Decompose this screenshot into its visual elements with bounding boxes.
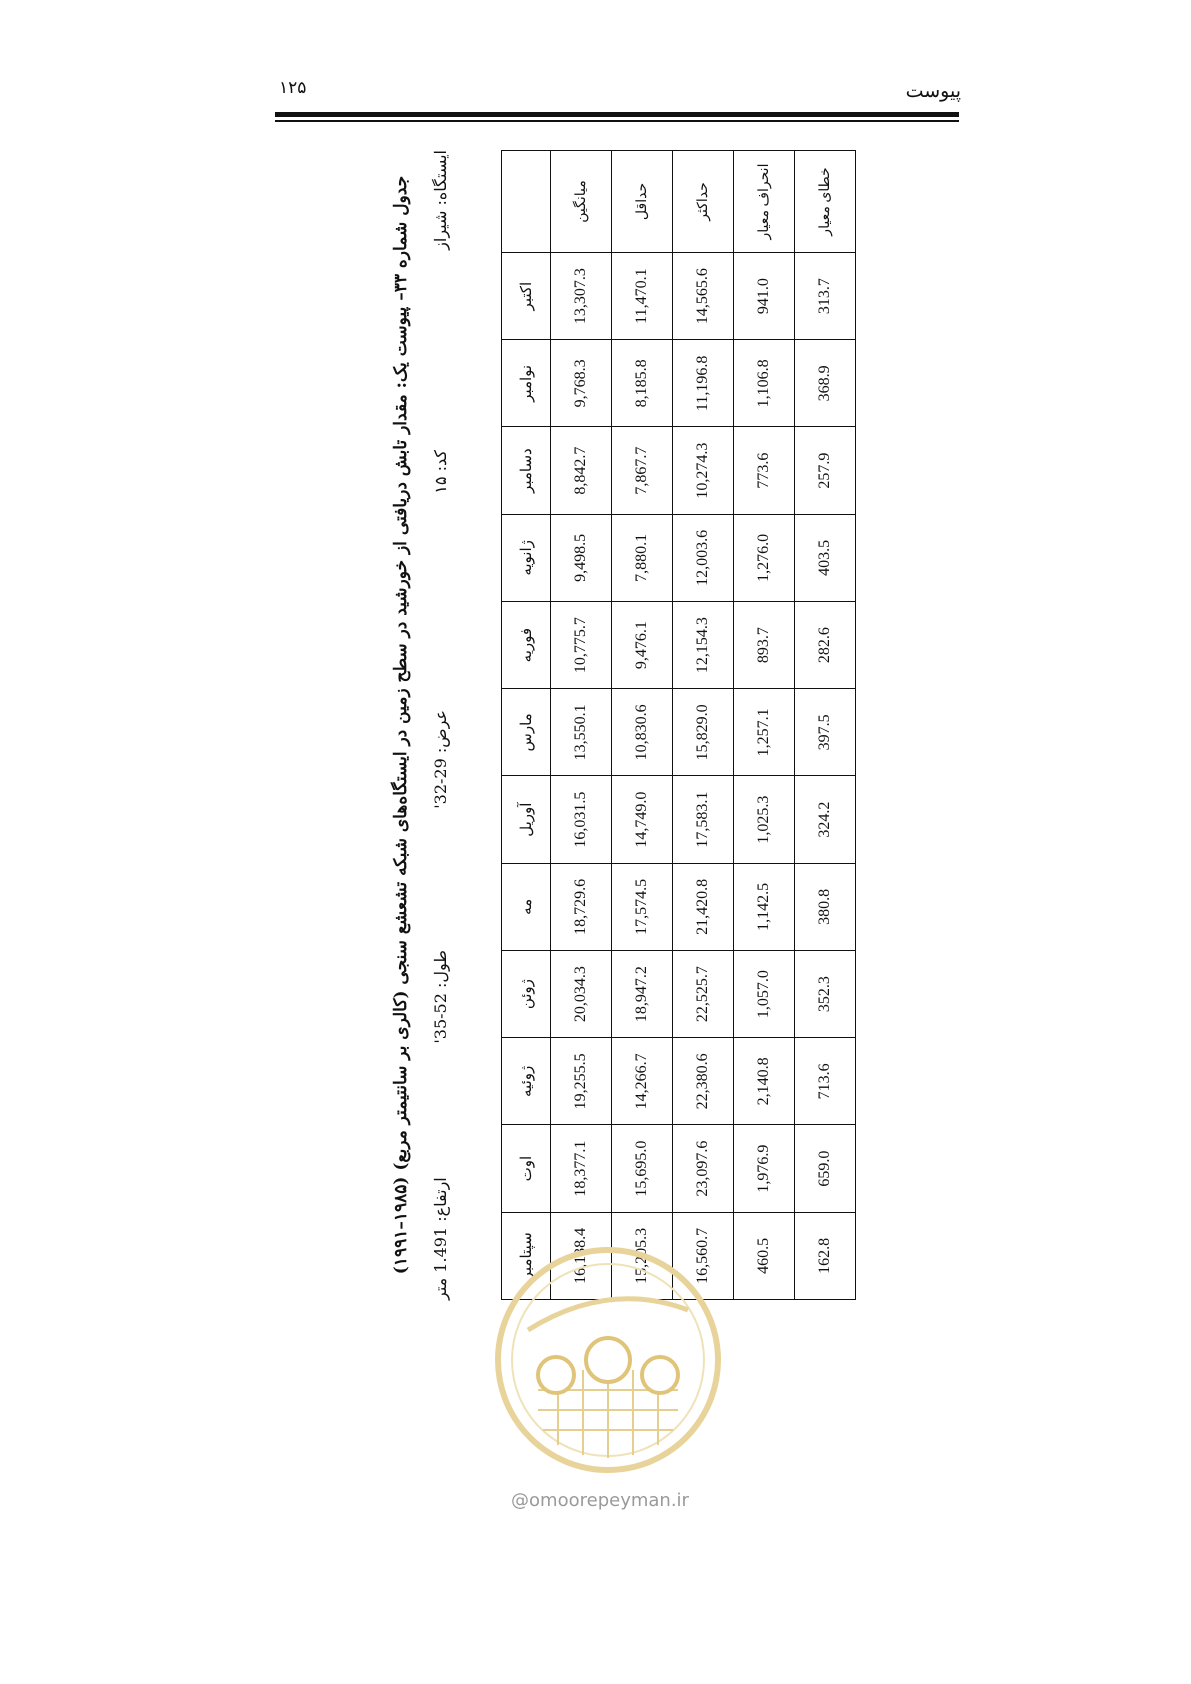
month-header: اکتبر (502, 253, 551, 340)
value-cell (551, 689, 612, 776)
month-header: سپتامبر (502, 1212, 551, 1299)
value-cell (734, 514, 795, 601)
row-label: حداقل (612, 151, 673, 253)
month-header: مه (502, 863, 551, 950)
value-cell (551, 863, 612, 950)
value-cell (612, 1125, 673, 1212)
station-name: ایستگاه: شیراز (431, 150, 450, 250)
value-text: 1,142.5 (755, 882, 772, 931)
value-cell (734, 253, 795, 340)
value-text: 162.8 (816, 1237, 833, 1274)
value-cell (795, 951, 856, 1038)
value-cell (795, 1038, 856, 1125)
month-header: فوریه (502, 602, 551, 689)
value-text: 324.2 (816, 801, 833, 838)
value-cell (734, 1212, 795, 1299)
value-cell (734, 427, 795, 514)
header-rule-thin (275, 120, 959, 122)
value-cell (734, 1125, 795, 1212)
value-cell (551, 340, 612, 427)
value-cell (551, 951, 612, 1038)
value-text: 1,106.8 (755, 359, 772, 408)
value-text: 12,003.6 (694, 529, 711, 586)
value-cell (612, 602, 673, 689)
month-header: آوریل (502, 776, 551, 863)
value-text: 15,695.0 (633, 1140, 650, 1197)
month-header: نوامبر (502, 340, 551, 427)
value-text: 313.7 (816, 278, 833, 315)
row-label: حداکثر (673, 151, 734, 253)
value-text: 8,842.7 (572, 446, 589, 495)
month-header: دسامبر (502, 427, 551, 514)
value-text: 1,025.3 (755, 795, 772, 844)
value-text: 10,775.7 (572, 617, 589, 674)
value-text: 659.0 (816, 1150, 833, 1187)
value-cell (612, 1038, 673, 1125)
station-longitude: طول: 52-35' (431, 950, 450, 1044)
value-cell (795, 427, 856, 514)
watermark-logo (488, 1240, 728, 1480)
value-text: 9,498.5 (572, 533, 589, 582)
value-text: 18,947.2 (633, 966, 650, 1023)
value-cell (673, 340, 734, 427)
table-row (795, 151, 856, 1300)
value-cell (551, 253, 612, 340)
table-row (673, 151, 734, 1300)
value-text: 9,476.1 (633, 621, 650, 670)
value-cell (612, 951, 673, 1038)
month-header: ژانویه (502, 514, 551, 601)
value-text: 10,830.6 (633, 704, 650, 761)
value-cell (795, 863, 856, 950)
value-text: 22,525.7 (694, 966, 711, 1023)
value-text: 9,768.3 (572, 359, 589, 408)
station-info (431, 150, 459, 1300)
value-text: 2,140.8 (755, 1057, 772, 1106)
value-cell (795, 1212, 856, 1299)
value-cell (612, 863, 673, 950)
value-text: 18,729.6 (572, 878, 589, 935)
value-text: 352.3 (816, 976, 833, 1013)
value-cell (551, 776, 612, 863)
value-text: 460.5 (755, 1237, 772, 1274)
value-cell (673, 1125, 734, 1212)
value-cell (612, 514, 673, 601)
value-text: 12,154.3 (694, 617, 711, 674)
value-cell (734, 602, 795, 689)
value-text: 11,470.1 (633, 268, 650, 324)
value-cell (795, 776, 856, 863)
value-text: 17,574.5 (633, 878, 650, 935)
watermark-url: @omoorepeyman.ir (511, 1490, 689, 1511)
value-text: 403.5 (816, 539, 833, 576)
value-text: 1,257.1 (755, 708, 772, 757)
row-label: انحراف معیار (734, 151, 795, 253)
value-text: 282.6 (816, 627, 833, 664)
value-text: 1,976.9 (755, 1144, 772, 1193)
value-cell (795, 340, 856, 427)
value-text: 713.6 (816, 1063, 833, 1100)
value-text: 16,031.5 (572, 791, 589, 848)
value-cell (673, 951, 734, 1038)
value-text: 893.7 (755, 627, 772, 664)
value-text: 380.8 (816, 888, 833, 925)
value-cell (673, 863, 734, 950)
value-cell (795, 1125, 856, 1212)
value-cell (612, 253, 673, 340)
header-rule-thick (275, 112, 959, 117)
month-header: ژوئیه (502, 1038, 551, 1125)
value-cell (612, 340, 673, 427)
station-latitude: عرض: 29-32' (431, 710, 450, 809)
value-cell (734, 689, 795, 776)
value-cell (734, 776, 795, 863)
value-cell (734, 951, 795, 1038)
value-cell (551, 514, 612, 601)
value-cell (551, 427, 612, 514)
value-text: 14,565.6 (694, 268, 711, 325)
rotated-table-block (385, 150, 885, 1300)
table-row (551, 151, 612, 1300)
value-cell (673, 514, 734, 601)
value-text: 16,138.4 (572, 1227, 589, 1284)
value-text: 257.9 (816, 452, 833, 489)
value-text: 22,380.6 (694, 1053, 711, 1110)
table-caption: جدول شماره ۳۳– پیوست یک: مقدار تابش دریافتی از خورشید در سطح زمین در ایستگاه‌های شبکه تشعشع سنجی (کالری بر سانتیمتر مربع) (۱۹۸۵–۱۹۹۱) (391, 175, 411, 1275)
value-text: 18,377.1 (572, 1140, 589, 1197)
row-label: خطای معیار (795, 151, 856, 253)
value-text: 13,307.3 (572, 268, 589, 325)
value-cell (551, 1038, 612, 1125)
table-header-row (502, 151, 551, 1300)
value-text: 14,266.7 (633, 1053, 650, 1110)
value-text: 19,255.5 (572, 1053, 589, 1110)
value-cell (612, 776, 673, 863)
value-text: 23,097.6 (694, 1140, 711, 1197)
value-text: 15,205.3 (633, 1227, 650, 1284)
value-cell (612, 427, 673, 514)
table-row (734, 151, 795, 1300)
value-text: 397.5 (816, 714, 833, 751)
section-title: پیوست (905, 80, 961, 102)
value-text: 21,420.8 (694, 878, 711, 935)
radiation-table (501, 150, 856, 1300)
value-cell (734, 1038, 795, 1125)
value-text: 7,867.7 (633, 446, 650, 495)
value-cell (551, 1125, 612, 1212)
value-cell (673, 427, 734, 514)
value-cell (673, 689, 734, 776)
month-header: ژوئن (502, 951, 551, 1038)
value-text: 20,034.3 (572, 966, 589, 1023)
value-text: 1,276.0 (755, 533, 772, 582)
value-cell (673, 602, 734, 689)
month-header: اوت (502, 1125, 551, 1212)
header-corner-cell (502, 151, 551, 253)
value-text: 11,196.8 (694, 355, 711, 412)
value-cell (795, 253, 856, 340)
value-text: 17,583.1 (694, 791, 711, 848)
value-text: 16,560.7 (694, 1227, 711, 1284)
value-cell (673, 253, 734, 340)
value-cell (795, 514, 856, 601)
page-number: ۱۲۵ (279, 78, 307, 98)
value-cell (673, 776, 734, 863)
value-cell (673, 1038, 734, 1125)
value-cell (612, 689, 673, 776)
value-text: 15,829.0 (694, 704, 711, 761)
value-text: 773.6 (755, 452, 772, 489)
station-elevation: ارتفاع: 1.491 متر (431, 1177, 450, 1300)
station-code: کد: ۱۵ (431, 450, 450, 494)
table-row (612, 151, 673, 1300)
value-cell (551, 602, 612, 689)
value-text: 10,274.3 (694, 442, 711, 499)
value-cell (795, 602, 856, 689)
value-text: 1,057.0 (755, 970, 772, 1019)
month-header: مارس (502, 689, 551, 776)
value-text: 14,749.0 (633, 791, 650, 848)
value-text: 8,185.8 (633, 359, 650, 408)
radiation-table-wrap (501, 150, 856, 1300)
value-cell (734, 340, 795, 427)
value-cell (795, 689, 856, 776)
value-text: 368.9 (816, 365, 833, 402)
value-cell (734, 863, 795, 950)
value-text: 941.0 (755, 278, 772, 315)
value-text: 13,550.1 (572, 704, 589, 761)
value-text: 7,880.1 (633, 533, 650, 582)
row-label: میانگین (551, 151, 612, 253)
